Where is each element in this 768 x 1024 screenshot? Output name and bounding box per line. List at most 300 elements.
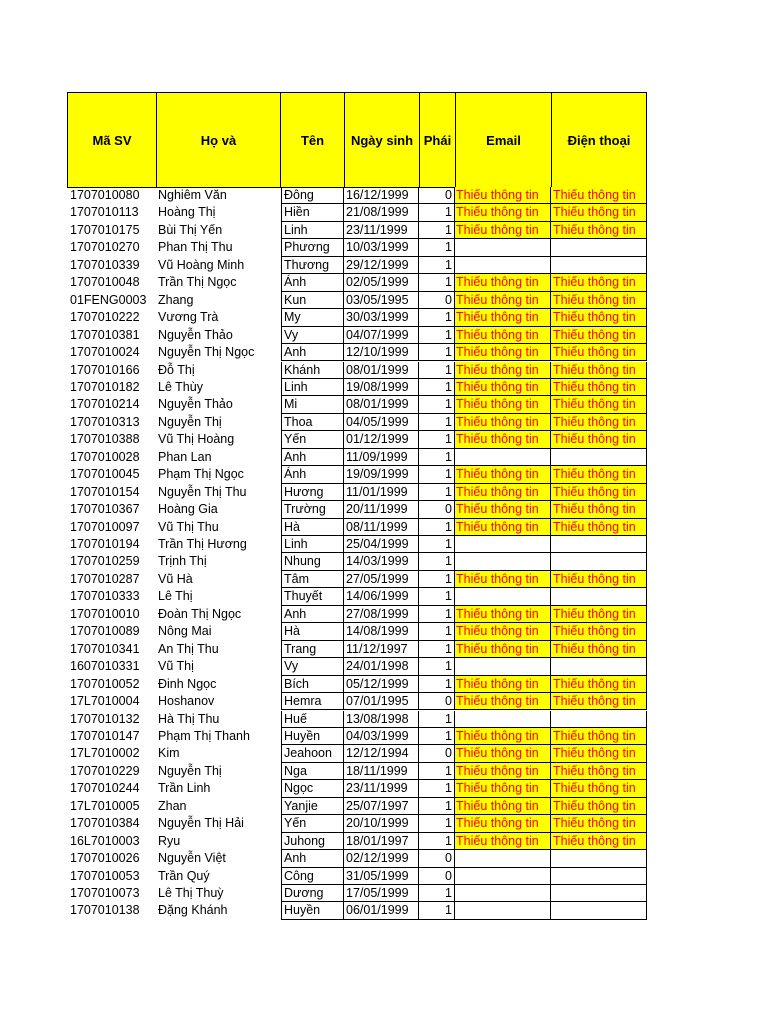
cell-ten[interactable]: Nhung	[281, 553, 344, 570]
cell-ten[interactable]: Jeahoon	[281, 745, 344, 762]
cell-ma-sv[interactable]: 1707010182	[70, 379, 140, 394]
cell-ngay-sinh[interactable]: 12/12/1994	[344, 745, 419, 762]
cell-email[interactable]: Thiếu thông tin	[455, 693, 551, 710]
cell-ma-sv[interactable]: 1707010287	[70, 571, 140, 586]
cell-phai[interactable]: 1	[419, 484, 455, 501]
cell-dien-thoai[interactable]: Thiếu thông tin	[551, 728, 647, 745]
cell-ngay-sinh[interactable]: 20/11/1999	[344, 501, 419, 518]
cell-ngay-sinh[interactable]: 04/05/1999	[344, 414, 419, 431]
cell-ho-va[interactable]: Kim	[158, 746, 180, 761]
cell-ma-sv[interactable]: 1707010073	[70, 886, 140, 900]
cell-ho-va[interactable]: Nguyễn Thảo	[158, 397, 233, 412]
cell-ho-va[interactable]: Vũ Thị Thu	[158, 519, 219, 534]
cell-ma-sv[interactable]: 1707010175	[70, 222, 140, 237]
cell-email[interactable]	[455, 449, 551, 466]
cell-ngay-sinh[interactable]: 08/01/1999	[344, 362, 419, 379]
cell-ma-sv[interactable]: 1707010010	[70, 606, 140, 621]
cell-ma-sv[interactable]: 1707010052	[70, 676, 140, 691]
cell-phai[interactable]: 1	[419, 571, 455, 588]
header-ngay-sinh[interactable]: Ngày sinh	[344, 92, 420, 188]
cell-dien-thoai[interactable]: Thiếu thông tin	[551, 274, 647, 291]
cell-ho-va[interactable]: Đặng Khánh	[158, 903, 228, 918]
cell-email[interactable]: Thiếu thông tin	[455, 466, 551, 483]
cell-ma-sv[interactable]: 1707010384	[70, 816, 140, 831]
cell-ngay-sinh[interactable]: 27/08/1999	[344, 606, 419, 623]
cell-ma-sv[interactable]: 1707010367	[70, 502, 140, 517]
header-ten[interactable]: Tên	[280, 92, 345, 188]
cell-ngay-sinh[interactable]: 21/08/1999	[344, 204, 419, 221]
cell-ngay-sinh[interactable]: 23/11/1999	[344, 780, 419, 797]
cell-email[interactable]	[455, 850, 551, 867]
cell-phai[interactable]: 1	[419, 519, 455, 536]
cell-ngay-sinh[interactable]: 11/01/1999	[344, 484, 419, 501]
cell-phai[interactable]: 1	[419, 362, 455, 379]
cell-ten[interactable]: Anh	[281, 606, 344, 623]
cell-ho-va[interactable]: Vũ Thị	[158, 659, 194, 674]
cell-dien-thoai[interactable]	[551, 885, 647, 902]
cell-dien-thoai[interactable]: Thiếu thông tin	[551, 676, 647, 693]
cell-ma-sv[interactable]: 1707010259	[70, 554, 140, 569]
cell-ten[interactable]: Linh	[281, 379, 344, 396]
cell-ho-va[interactable]: Nguyễn Thị Thu	[158, 484, 247, 499]
cell-ngay-sinh[interactable]: 25/04/1999	[344, 536, 419, 553]
cell-email[interactable]: Thiếu thông tin	[455, 309, 551, 326]
cell-ho-va[interactable]: Zhang	[158, 292, 194, 307]
cell-ngay-sinh[interactable]: 14/08/1999	[344, 623, 419, 640]
cell-ho-va[interactable]: Hoshanov	[158, 694, 215, 709]
cell-phai[interactable]: 1	[419, 676, 455, 693]
cell-ngay-sinh[interactable]: 25/07/1997	[344, 798, 419, 815]
cell-email[interactable]	[455, 711, 551, 728]
cell-ngay-sinh[interactable]: 18/01/1997	[344, 833, 419, 850]
cell-phai[interactable]: 0	[419, 501, 455, 518]
cell-ho-va[interactable]: Vũ Thị Hoàng	[158, 432, 235, 447]
cell-ten[interactable]: Tâm	[281, 571, 344, 588]
cell-ten[interactable]: Juhong	[281, 833, 344, 850]
cell-ho-va[interactable]: Vũ Hoàng Minh	[158, 257, 245, 272]
cell-ho-va[interactable]: Hà Thị Thu	[158, 711, 220, 726]
cell-ten[interactable]: Yến	[281, 431, 344, 448]
cell-ngay-sinh[interactable]: 14/06/1999	[344, 588, 419, 605]
cell-phai[interactable]: 1	[419, 711, 455, 728]
cell-ho-va[interactable]: Phạm Thị Thanh	[158, 728, 250, 743]
cell-dien-thoai[interactable]	[551, 449, 647, 466]
cell-ngay-sinh[interactable]: 29/12/1999	[344, 257, 419, 274]
cell-ten[interactable]: Hà	[281, 623, 344, 640]
cell-dien-thoai[interactable]: Thiếu thông tin	[551, 414, 647, 431]
cell-dien-thoai[interactable]: Thiếu thông tin	[551, 519, 647, 536]
cell-phai[interactable]: 1	[419, 658, 455, 675]
cell-ngay-sinh[interactable]: 10/03/1999	[344, 239, 419, 256]
cell-dien-thoai[interactable]: Thiếu thông tin	[551, 745, 647, 762]
cell-email[interactable]: Thiếu thông tin	[455, 274, 551, 291]
cell-ten[interactable]: Thuyết	[281, 588, 344, 605]
cell-phai[interactable]: 1	[419, 204, 455, 221]
cell-phai[interactable]: 1	[419, 798, 455, 815]
cell-ma-sv[interactable]: 1707010333	[70, 589, 140, 604]
cell-ten[interactable]: Nga	[281, 763, 344, 780]
cell-ten[interactable]: Huyền	[281, 902, 344, 919]
cell-ten[interactable]: Linh	[281, 536, 344, 553]
cell-ngay-sinh[interactable]: 04/03/1999	[344, 728, 419, 745]
cell-email[interactable]: Thiếu thông tin	[455, 292, 551, 309]
cell-dien-thoai[interactable]: Thiếu thông tin	[551, 327, 647, 344]
cell-ma-sv[interactable]: 1707010222	[70, 310, 140, 325]
cell-ngay-sinh[interactable]: 20/10/1999	[344, 815, 419, 832]
cell-ngay-sinh[interactable]: 07/01/1995	[344, 693, 419, 710]
cell-ngay-sinh[interactable]: 03/05/1995	[344, 292, 419, 309]
cell-dien-thoai[interactable]: Thiếu thông tin	[551, 379, 647, 396]
cell-phai[interactable]: 1	[419, 815, 455, 832]
cell-email[interactable]: Thiếu thông tin	[455, 484, 551, 501]
cell-email[interactable]: Thiếu thông tin	[455, 327, 551, 344]
cell-ma-sv[interactable]: 1707010097	[70, 519, 140, 534]
cell-ma-sv[interactable]: 1707010244	[70, 781, 140, 796]
cell-dien-thoai[interactable]: Thiếu thông tin	[551, 344, 647, 361]
cell-email[interactable]: Thiếu thông tin	[455, 362, 551, 379]
cell-phai[interactable]: 1	[419, 588, 455, 605]
cell-email[interactable]: Thiếu thông tin	[455, 745, 551, 762]
cell-dien-thoai[interactable]: Thiếu thông tin	[551, 571, 647, 588]
cell-ho-va[interactable]: Trần Quý	[158, 868, 210, 883]
cell-dien-thoai[interactable]	[551, 536, 647, 553]
cell-phai[interactable]: 0	[419, 693, 455, 710]
cell-email[interactable]: Thiếu thông tin	[455, 623, 551, 640]
cell-ten[interactable]: My	[281, 309, 344, 326]
cell-ten[interactable]: Hà	[281, 519, 344, 536]
cell-dien-thoai[interactable]: Thiếu thông tin	[551, 623, 647, 640]
cell-ngay-sinh[interactable]: 08/01/1999	[344, 396, 419, 413]
cell-dien-thoai[interactable]	[551, 658, 647, 675]
cell-ten[interactable]: Anh	[281, 344, 344, 361]
cell-ma-sv[interactable]: 1707010194	[70, 537, 140, 551]
cell-ho-va[interactable]: Lê Thị	[158, 589, 193, 604]
cell-ten[interactable]: Mi	[281, 396, 344, 413]
cell-ten[interactable]: Vy	[281, 658, 344, 675]
cell-ho-va[interactable]: Ryu	[158, 833, 181, 848]
cell-dien-thoai[interactable]	[551, 588, 647, 605]
cell-ten[interactable]: Yanjie	[281, 798, 344, 815]
cell-ma-sv[interactable]: 1707010154	[70, 484, 140, 499]
cell-ho-va[interactable]: Nguyễn Thị Ngọc	[158, 345, 255, 360]
cell-dien-thoai[interactable]: Thiếu thông tin	[551, 833, 647, 850]
cell-email[interactable]: Thiếu thông tin	[455, 728, 551, 745]
cell-ma-sv[interactable]: 1707010270	[70, 240, 140, 255]
cell-ho-va[interactable]: Trần Linh	[158, 781, 211, 796]
cell-ma-sv[interactable]: 1707010132	[70, 711, 140, 726]
cell-dien-thoai[interactable]: Thiếu thông tin	[551, 431, 647, 448]
cell-phai[interactable]: 1	[419, 379, 455, 396]
cell-ngay-sinh[interactable]: 18/11/1999	[344, 763, 419, 780]
cell-dien-thoai[interactable]: Thiếu thông tin	[551, 187, 647, 204]
cell-email[interactable]: Thiếu thông tin	[455, 763, 551, 780]
cell-ten[interactable]: Anh	[281, 449, 344, 466]
cell-dien-thoai[interactable]: Thiếu thông tin	[551, 815, 647, 832]
cell-email[interactable]	[455, 658, 551, 675]
cell-dien-thoai[interactable]: Thiếu thông tin	[551, 466, 647, 483]
cell-ten[interactable]: Yến	[281, 815, 344, 832]
cell-ten[interactable]: Dương	[281, 885, 344, 902]
cell-email[interactable]: Thiếu thông tin	[455, 641, 551, 658]
cell-ngay-sinh[interactable]: 02/05/1999	[344, 274, 419, 291]
cell-ten[interactable]: Anh	[281, 850, 344, 867]
cell-dien-thoai[interactable]: Thiếu thông tin	[551, 396, 647, 413]
header-dien-thoai[interactable]: Điện thoại	[551, 92, 647, 188]
cell-ngay-sinh[interactable]: 31/05/1999	[344, 868, 419, 885]
cell-ho-va[interactable]: Đỗ Thị	[158, 362, 195, 377]
cell-ngay-sinh[interactable]: 27/05/1999	[344, 571, 419, 588]
cell-dien-thoai[interactable]	[551, 257, 647, 274]
cell-ma-sv[interactable]: 1707010089	[70, 624, 140, 639]
cell-ma-sv[interactable]: 1707010388	[70, 432, 140, 447]
cell-ho-va[interactable]: Đoàn Thị Ngọc	[158, 606, 242, 621]
cell-ma-sv[interactable]: 1707010341	[70, 641, 140, 656]
cell-ngay-sinh[interactable]: 16/12/1999	[344, 187, 419, 204]
cell-ten[interactable]: Trường	[281, 501, 344, 518]
cell-phai[interactable]: 0	[419, 292, 455, 309]
cell-email[interactable]: Thiếu thông tin	[455, 519, 551, 536]
cell-ngay-sinh[interactable]: 17/05/1999	[344, 885, 419, 902]
cell-phai[interactable]: 1	[419, 902, 455, 919]
cell-ma-sv[interactable]: 1707010313	[70, 414, 140, 429]
cell-ngay-sinh[interactable]: 01/12/1999	[344, 431, 419, 448]
cell-ho-va[interactable]: Phan Lan	[158, 449, 212, 464]
cell-email[interactable]: Thiếu thông tin	[455, 780, 551, 797]
cell-ma-sv[interactable]: 1607010331	[70, 659, 140, 674]
cell-phai[interactable]: 0	[419, 868, 455, 885]
cell-ngay-sinh[interactable]: 02/12/1999	[344, 850, 419, 867]
cell-ho-va[interactable]: An Thị Thu	[158, 641, 219, 656]
cell-ngay-sinh[interactable]: 11/09/1999	[344, 449, 419, 466]
cell-dien-thoai[interactable]: Thiếu thông tin	[551, 222, 647, 239]
cell-ma-sv[interactable]: 1707010138	[70, 903, 140, 918]
cell-phai[interactable]: 1	[419, 449, 455, 466]
cell-ma-sv[interactable]: 1707010053	[70, 868, 140, 883]
cell-ten[interactable]: Hiền	[281, 204, 344, 221]
cell-ten[interactable]: Bích	[281, 676, 344, 693]
cell-ngay-sinh[interactable]: 04/07/1999	[344, 327, 419, 344]
cell-email[interactable]: Thiếu thông tin	[455, 396, 551, 413]
cell-ten[interactable]: Kun	[281, 292, 344, 309]
cell-ma-sv[interactable]: 1707010229	[70, 763, 140, 778]
cell-email[interactable]: Thiếu thông tin	[455, 606, 551, 623]
cell-dien-thoai[interactable]: Thiếu thông tin	[551, 798, 647, 815]
header-phai[interactable]: Phái	[419, 92, 456, 188]
cell-email[interactable]: Thiếu thông tin	[455, 204, 551, 221]
cell-email[interactable]	[455, 868, 551, 885]
cell-email[interactable]: Thiếu thông tin	[455, 571, 551, 588]
cell-ma-sv[interactable]: 17L7010002	[70, 746, 140, 761]
cell-phai[interactable]: 1	[419, 641, 455, 658]
cell-phai[interactable]: 1	[419, 257, 455, 274]
cell-email[interactable]: Thiếu thông tin	[455, 379, 551, 396]
cell-dien-thoai[interactable]: Thiếu thông tin	[551, 780, 647, 797]
cell-ho-va[interactable]: Vương Trà	[158, 310, 219, 325]
cell-ngay-sinh[interactable]: 24/01/1998	[344, 658, 419, 675]
cell-ngay-sinh[interactable]: 14/03/1999	[344, 553, 419, 570]
cell-ten[interactable]: Ánh	[281, 274, 344, 291]
cell-ten[interactable]: Hemra	[281, 693, 344, 710]
cell-ho-va[interactable]: Trần Thị Hương	[158, 537, 247, 551]
cell-ho-va[interactable]: Nguyễn Thảo	[158, 327, 233, 342]
cell-phai[interactable]: 1	[419, 536, 455, 553]
header-ho-va[interactable]: Họ và	[156, 92, 281, 188]
cell-ma-sv[interactable]: 1707010339	[70, 257, 140, 272]
cell-phai[interactable]: 1	[419, 606, 455, 623]
cell-ten[interactable]: Linh	[281, 222, 344, 239]
cell-email[interactable]: Thiếu thông tin	[455, 815, 551, 832]
cell-ma-sv[interactable]: 1707010028	[70, 449, 140, 464]
cell-ngay-sinh[interactable]: 13/08/1998	[344, 711, 419, 728]
cell-ngay-sinh[interactable]: 05/12/1999	[344, 676, 419, 693]
cell-email[interactable]: Thiếu thông tin	[455, 431, 551, 448]
cell-ho-va[interactable]: Nguyễn Thị	[158, 414, 222, 429]
cell-ngay-sinh[interactable]: 30/03/1999	[344, 309, 419, 326]
cell-phai[interactable]: 1	[419, 553, 455, 570]
cell-dien-thoai[interactable]: Thiếu thông tin	[551, 641, 647, 658]
cell-ma-sv[interactable]: 1707010214	[70, 397, 140, 412]
cell-ten[interactable]: Vy	[281, 327, 344, 344]
cell-ho-va[interactable]: Đinh Ngọc	[158, 676, 217, 691]
cell-dien-thoai[interactable]: Thiếu thông tin	[551, 763, 647, 780]
cell-dien-thoai[interactable]	[551, 553, 647, 570]
cell-ma-sv[interactable]: 1707010024	[70, 345, 140, 360]
cell-email[interactable]	[455, 885, 551, 902]
cell-ho-va[interactable]: Hoàng Gia	[158, 502, 218, 517]
cell-ho-va[interactable]: Trịnh Thị	[158, 554, 207, 569]
cell-dien-thoai[interactable]: Thiếu thông tin	[551, 484, 647, 501]
cell-ngay-sinh[interactable]: 12/10/1999	[344, 344, 419, 361]
cell-ma-sv[interactable]: 16L7010003	[70, 833, 140, 848]
cell-email[interactable]: Thiếu thông tin	[455, 222, 551, 239]
cell-phai[interactable]: 1	[419, 763, 455, 780]
header-ma-sv[interactable]: Mã SV	[67, 92, 157, 188]
header-email[interactable]: Email	[455, 92, 552, 188]
cell-ho-va[interactable]: Zhan	[158, 798, 187, 813]
cell-ho-va[interactable]: Lê Thị Thuỳ	[158, 886, 224, 900]
cell-phai[interactable]: 1	[419, 885, 455, 902]
cell-ngay-sinh[interactable]: 08/11/1999	[344, 519, 419, 536]
cell-ten[interactable]: Thương	[281, 257, 344, 274]
cell-email[interactable]: Thiếu thông tin	[455, 414, 551, 431]
cell-ho-va[interactable]: Bùi Thị Yến	[158, 222, 223, 237]
cell-dien-thoai[interactable]: Thiếu thông tin	[551, 309, 647, 326]
cell-email[interactable]: Thiếu thông tin	[455, 833, 551, 850]
cell-ngay-sinh[interactable]: 19/09/1999	[344, 466, 419, 483]
cell-phai[interactable]: 0	[419, 850, 455, 867]
cell-phai[interactable]: 0	[419, 187, 455, 204]
cell-email[interactable]: Thiếu thông tin	[455, 187, 551, 204]
cell-ngay-sinh[interactable]: 11/12/1997	[344, 641, 419, 658]
cell-ngay-sinh[interactable]: 06/01/1999	[344, 902, 419, 919]
cell-ten[interactable]: Huế	[281, 711, 344, 728]
cell-phai[interactable]: 1	[419, 728, 455, 745]
cell-ho-va[interactable]: Vũ Hà	[158, 571, 193, 586]
cell-ten[interactable]: Đông	[281, 187, 344, 204]
cell-ten[interactable]: Ngọc	[281, 780, 344, 797]
cell-dien-thoai[interactable]	[551, 239, 647, 256]
cell-phai[interactable]: 1	[419, 344, 455, 361]
cell-ten[interactable]: Hương	[281, 484, 344, 501]
cell-phai[interactable]: 1	[419, 327, 455, 344]
cell-email[interactable]: Thiếu thông tin	[455, 501, 551, 518]
cell-email[interactable]: Thiếu thông tin	[455, 344, 551, 361]
cell-email[interactable]	[455, 902, 551, 919]
cell-email[interactable]: Thiếu thông tin	[455, 798, 551, 815]
cell-ho-va[interactable]: Nguyễn Thị	[158, 763, 222, 778]
cell-dien-thoai[interactable]: Thiếu thông tin	[551, 362, 647, 379]
cell-email[interactable]	[455, 588, 551, 605]
cell-ngay-sinh[interactable]: 23/11/1999	[344, 222, 419, 239]
cell-dien-thoai[interactable]: Thiếu thông tin	[551, 501, 647, 518]
cell-ten[interactable]: Công	[281, 868, 344, 885]
cell-ma-sv[interactable]: 1707010166	[70, 362, 140, 377]
cell-ma-sv[interactable]: 1707010048	[70, 275, 140, 290]
cell-ten[interactable]: Khánh	[281, 362, 344, 379]
cell-ho-va[interactable]: Nghiêm Văn	[158, 188, 227, 202]
cell-dien-thoai[interactable]	[551, 711, 647, 728]
cell-phai[interactable]: 1	[419, 414, 455, 431]
cell-phai[interactable]: 1	[419, 431, 455, 448]
cell-email[interactable]	[455, 553, 551, 570]
cell-phai[interactable]: 0	[419, 745, 455, 762]
cell-ho-va[interactable]: Lê Thùy	[158, 379, 203, 394]
cell-phai[interactable]: 1	[419, 239, 455, 256]
cell-dien-thoai[interactable]: Thiếu thông tin	[551, 292, 647, 309]
cell-ho-va[interactable]: Trần Thị Ngọc	[158, 275, 237, 290]
cell-ma-sv[interactable]: 1707010381	[70, 327, 140, 342]
cell-ten[interactable]: Huyền	[281, 728, 344, 745]
cell-phai[interactable]: 1	[419, 780, 455, 797]
cell-email[interactable]	[455, 536, 551, 553]
cell-ho-va[interactable]: Phạm Thị Ngọc	[158, 467, 244, 482]
cell-ma-sv[interactable]: 1707010026	[70, 851, 140, 866]
cell-ma-sv[interactable]: 1707010080	[70, 188, 140, 202]
cell-phai[interactable]: 1	[419, 623, 455, 640]
cell-ma-sv[interactable]: 1707010045	[70, 467, 140, 482]
cell-ten[interactable]: Thoa	[281, 414, 344, 431]
cell-dien-thoai[interactable]	[551, 850, 647, 867]
cell-ho-va[interactable]: Hoàng Thị	[158, 205, 216, 220]
cell-dien-thoai[interactable]: Thiếu thông tin	[551, 693, 647, 710]
cell-phai[interactable]: 1	[419, 466, 455, 483]
cell-dien-thoai[interactable]	[551, 902, 647, 919]
cell-ma-sv[interactable]: 01FENG0003	[70, 292, 147, 307]
cell-phai[interactable]: 1	[419, 396, 455, 413]
cell-ma-sv[interactable]: 17L7010005	[70, 798, 140, 813]
cell-phai[interactable]: 1	[419, 222, 455, 239]
cell-phai[interactable]: 1	[419, 274, 455, 291]
cell-phai[interactable]: 1	[419, 833, 455, 850]
cell-phai[interactable]: 1	[419, 309, 455, 326]
cell-ma-sv[interactable]: 1707010113	[70, 205, 139, 220]
cell-email[interactable]	[455, 257, 551, 274]
cell-ten[interactable]: Phương	[281, 239, 344, 256]
cell-ngay-sinh[interactable]: 19/08/1999	[344, 379, 419, 396]
cell-email[interactable]: Thiếu thông tin	[455, 676, 551, 693]
cell-ten[interactable]: Ánh	[281, 466, 344, 483]
cell-ten[interactable]: Trang	[281, 641, 344, 658]
cell-dien-thoai[interactable]: Thiếu thông tin	[551, 606, 647, 623]
cell-email[interactable]	[455, 239, 551, 256]
cell-ho-va[interactable]: Nông Mai	[158, 624, 212, 639]
cell-ho-va[interactable]: Phan Thị Thu	[158, 240, 233, 255]
cell-ma-sv[interactable]: 17L7010004	[70, 694, 140, 709]
cell-ma-sv[interactable]: 1707010147	[70, 728, 140, 743]
cell-ho-va[interactable]: Nguyễn Thị Hải	[158, 816, 244, 831]
cell-dien-thoai[interactable]: Thiếu thông tin	[551, 204, 647, 221]
cell-ho-va[interactable]: Nguyễn Việt	[158, 851, 226, 866]
